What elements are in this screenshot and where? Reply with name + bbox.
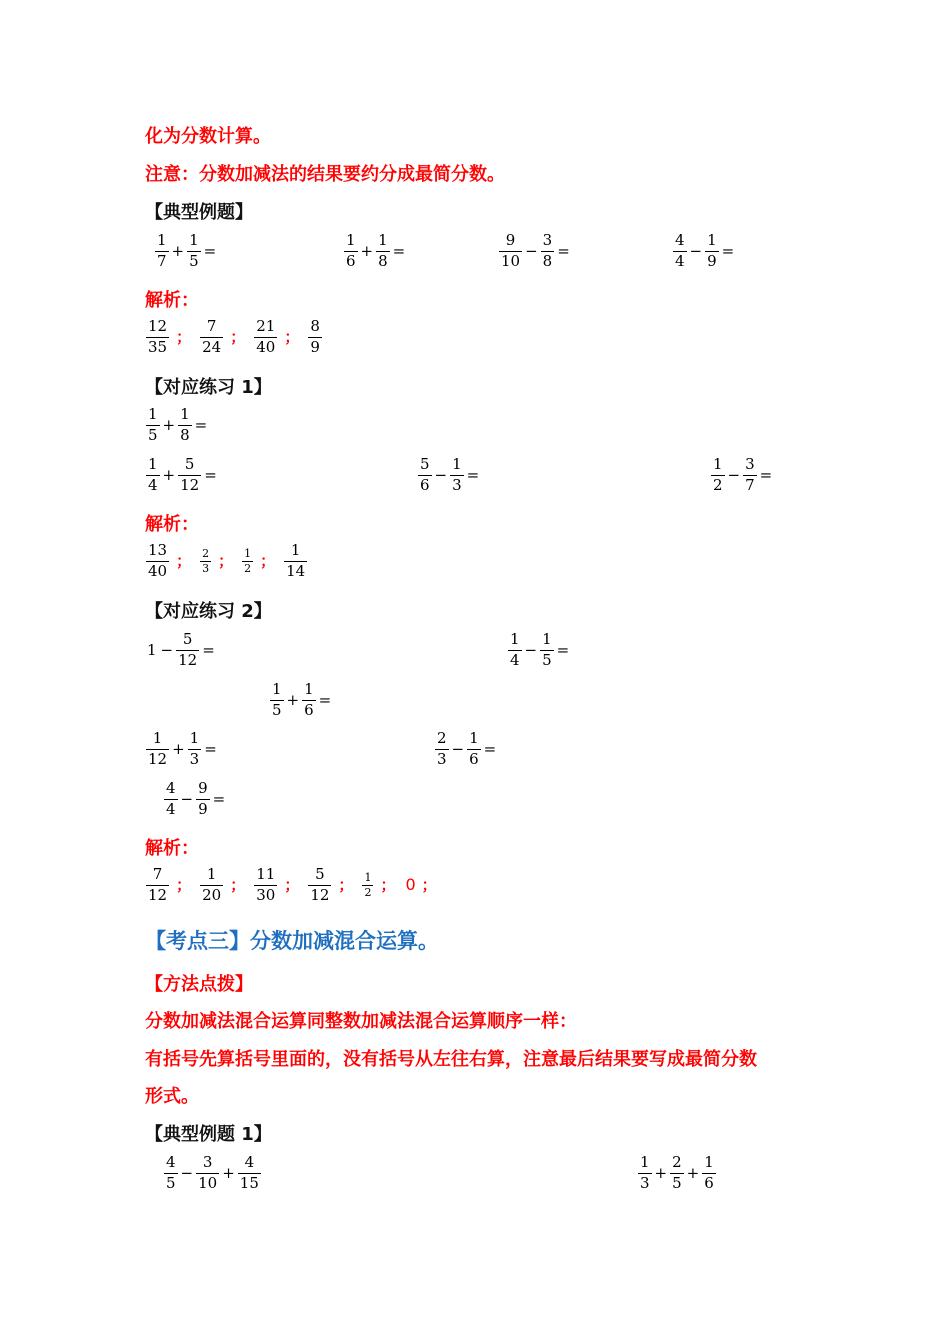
fraction: $\frac{2}{5}$ — [672, 1153, 682, 1192]
practice2-expr-6: $\frac{4}{4}$ − $\frac{9}{9}$ = — [166, 779, 226, 818]
fraction: $\frac{1}{6}$ — [704, 1153, 714, 1192]
fraction: $\frac{1}{6}$ — [346, 231, 356, 270]
fraction: $\frac{5}{12}$ — [178, 630, 198, 669]
practice2-expr-3: $\frac{1}{5}$ + $\frac{1}{6}$ = — [272, 680, 332, 719]
example-expr-1: $\frac{1}{7}$ + $\frac{1}{5}$ = — [157, 231, 217, 270]
text-line-1: 化为分数计算。 — [145, 126, 271, 147]
fraction: $\frac{1}{5}$ — [272, 680, 282, 719]
practice1-expr-1: $\frac{1}{5}$ + $\frac{1}{8}$ = — [148, 405, 208, 444]
fraction: $\frac{7}{12}$ — [148, 865, 168, 904]
fraction: $\frac{1}{2}$ — [244, 547, 252, 575]
fraction: $\frac{1}{8}$ — [378, 231, 388, 270]
fraction: $\frac{5}{12}$ — [310, 865, 330, 904]
answers-3: $\frac{7}{12}$ ； $\frac{1}{20}$ ； $\frac{11}{30}$ ； $\frac{5}{12}$ ； $\frac{1}{2}$ ； 0 ； — [148, 865, 437, 904]
fraction: $\frac{1}{7}$ — [157, 231, 167, 270]
fraction: $\frac{3}{7}$ — [745, 455, 755, 494]
fraction: $\frac{1}{4}$ — [148, 455, 158, 494]
fraction: $\frac{1}{3}$ — [452, 455, 462, 494]
fraction: $\frac{1}{20}$ — [202, 865, 222, 904]
mixed-expr-1: $\frac{4}{5}$ − $\frac{3}{10}$ + $\frac{4}{15}$ — [166, 1153, 259, 1192]
fraction: $\frac{3}{10}$ — [198, 1153, 218, 1192]
fraction: $\frac{5}{12}$ — [180, 455, 200, 494]
fraction: $\frac{1}{8}$ — [180, 405, 190, 444]
heading-practice-2: 【对应练习 2】 — [145, 601, 272, 622]
method-line-2: 有括号先算括号里面的，没有括号从左往右算，注意最后结果要写成最简分数 — [145, 1049, 757, 1070]
fraction: $\frac{4}{4}$ — [675, 231, 685, 270]
fraction: $\frac{21}{40}$ — [256, 317, 276, 356]
fraction: $\frac{1}{6}$ — [304, 680, 314, 719]
note-line: 注意：分数加减法的结果要约分成最简分数。 — [145, 164, 505, 185]
heading-practice-1: 【对应练习 1】 — [145, 377, 272, 398]
fraction: $\frac{1}{5}$ — [542, 630, 552, 669]
practice1-expr-4: $\frac{1}{2}$ − $\frac{3}{7}$ = — [713, 455, 773, 494]
answers-1: $\frac{12}{35}$ ； $\frac{7}{24}$ ； $\frac{21}{40}$ ； $\frac{8}{9}$ — [148, 317, 320, 356]
analysis-label-2: 解析： — [145, 514, 199, 535]
fraction: $\frac{4}{15}$ — [239, 1153, 259, 1192]
fraction: $\frac{1}{5}$ — [189, 231, 199, 270]
mixed-expr-2: $\frac{1}{3}$ + $\frac{2}{5}$ + $\frac{1}{6}$ — [640, 1153, 714, 1192]
practice2-expr-2: $\frac{1}{4}$ − $\frac{1}{5}$ = — [510, 630, 570, 669]
practice2-expr-1: 1 − $\frac{5}{12}$ = — [147, 630, 215, 669]
fraction: $\frac{1}{5}$ — [148, 405, 158, 444]
example-expr-4: $\frac{4}{4}$ − $\frac{1}{9}$ = — [675, 231, 735, 270]
fraction: $\frac{11}{30}$ — [256, 865, 276, 904]
fraction: $\frac{1}{3}$ — [189, 729, 200, 768]
answers-2: $\frac{13}{40}$ ； $\frac{2}{3}$ ； $\frac{1}{2}$ ； $\frac{1}{14}$ — [148, 541, 306, 580]
fraction: $\frac{2}{3}$ — [202, 547, 210, 575]
practice1-expr-3: $\frac{5}{6}$ − $\frac{1}{3}$ = — [420, 455, 480, 494]
fraction: $\frac{1}{2}$ — [713, 455, 723, 494]
heading-typical-example: 【典型例题】 — [145, 202, 253, 223]
fraction: $\frac{4}{4}$ — [166, 779, 176, 818]
fraction: $\frac{5}{6}$ — [420, 455, 430, 494]
fraction: $\frac{1}{12}$ — [148, 729, 168, 768]
section-heading-kaodian-3: 【考点三】分数加减混合运算。 — [145, 929, 439, 953]
fraction: $\frac{1}{6}$ — [469, 729, 479, 768]
example-expr-2: $\frac{1}{6}$ + $\frac{1}{8}$ = — [346, 231, 406, 270]
example-expr-3: $\frac{9}{10}$ − $\frac{3}{8}$ = — [501, 231, 570, 270]
fraction: $\frac{2}{3}$ — [437, 729, 447, 768]
fraction: $\frac{3}{8}$ — [542, 231, 553, 270]
fraction: $\frac{1}{14}$ — [286, 541, 306, 580]
fraction: $\frac{1}{2}$ — [364, 871, 372, 899]
heading-method: 【方法点拨】 — [145, 974, 253, 995]
fraction: $\frac{1}{9}$ — [707, 231, 717, 270]
analysis-label-3: 解析： — [145, 838, 199, 859]
practice2-expr-5: $\frac{2}{3}$ − $\frac{1}{6}$ = — [437, 729, 497, 768]
practice2-expr-4: $\frac{1}{12}$ + $\frac{1}{3}$ = — [148, 729, 217, 768]
fraction: $\frac{8}{9}$ — [310, 317, 320, 356]
practice1-expr-2: $\frac{1}{4}$ + $\frac{5}{12}$ = — [148, 455, 217, 494]
fraction: $\frac{1}{3}$ — [640, 1153, 650, 1192]
heading-typical-example-1: 【典型例题 1】 — [145, 1124, 272, 1145]
fraction: $\frac{9}{10}$ — [501, 231, 521, 270]
fraction: $\frac{9}{9}$ — [198, 779, 208, 818]
analysis-label-1: 解析： — [145, 290, 199, 311]
fraction: $\frac{4}{5}$ — [166, 1153, 176, 1192]
fraction: $\frac{13}{40}$ — [148, 541, 168, 580]
fraction: $\frac{12}{35}$ — [148, 317, 168, 356]
fraction: $\frac{7}{24}$ — [202, 317, 222, 356]
method-line-1: 分数加减法混合运算同整数加减法混合运算顺序一样： — [145, 1011, 577, 1032]
method-line-3: 形式。 — [145, 1086, 199, 1107]
fraction: $\frac{1}{4}$ — [510, 630, 520, 669]
